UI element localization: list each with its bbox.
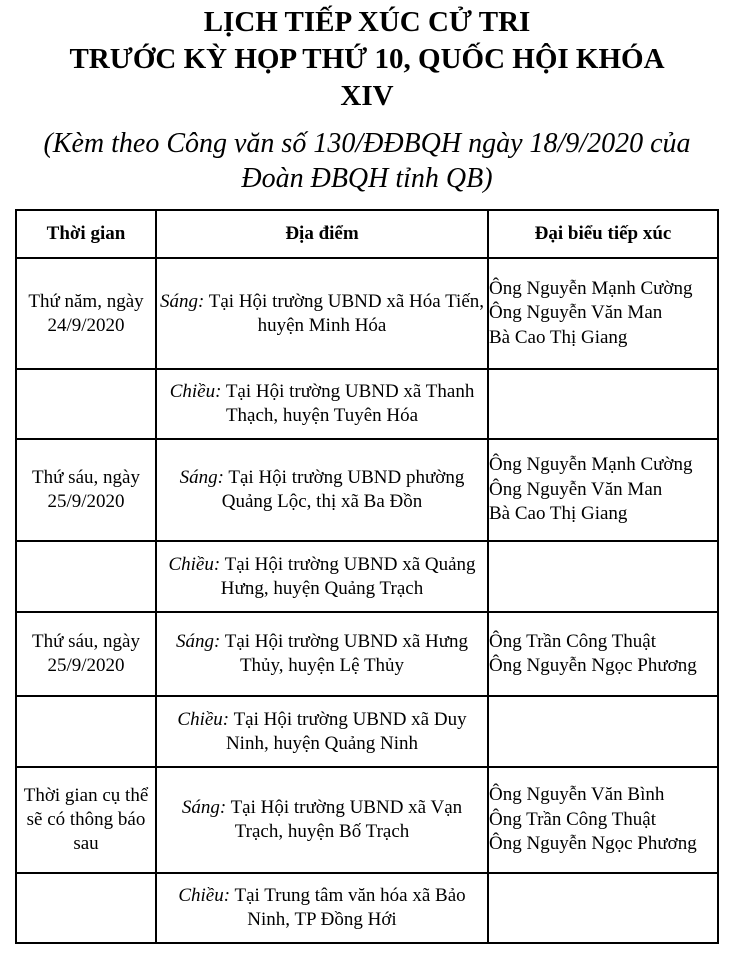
session-label: Chiều: xyxy=(169,381,222,402)
time-cell-empty xyxy=(16,369,156,439)
time-cell: Thứ sáu, ngày 25/9/2020 xyxy=(16,612,156,696)
delegate-name: Bà Cao Thị Giang xyxy=(489,503,628,525)
session-label: Chiều: xyxy=(177,708,230,730)
column-header-delegates: Đại biểu tiếp xúc xyxy=(488,210,718,258)
table-row xyxy=(16,541,718,612)
time-cell-empty xyxy=(16,696,156,767)
delegates-cell xyxy=(488,767,718,873)
delegate-name: Ông Nguyễn Ngọc Phương xyxy=(489,655,697,676)
table-row xyxy=(16,873,718,943)
place-text: Tại Hội trường UBND xã Vạn Trạch, huyện Bố Trạch xyxy=(230,797,463,842)
place-cell xyxy=(156,541,488,612)
session-label: Sáng: xyxy=(160,290,205,312)
place-text: Tại Hội trường UBND xã Hưng Thủy, huyện Lệ Thủy xyxy=(224,631,469,676)
delegates-cell xyxy=(488,439,718,541)
title-line-3: XIV xyxy=(340,80,394,112)
delegate-name: Ông Nguyễn Văn Bình xyxy=(489,784,665,806)
table-row xyxy=(16,258,718,369)
table-row xyxy=(16,696,718,767)
place-cell xyxy=(156,439,488,541)
document-title xyxy=(0,4,734,115)
time-cell-empty xyxy=(16,541,156,612)
time-cell: Thời gian cụ thể sẽ có thông báo sau xyxy=(16,767,156,873)
time-cell-empty xyxy=(16,873,156,943)
session-label: Chiều: xyxy=(178,885,231,906)
delegates-cell xyxy=(488,612,718,696)
place-text: Tại Trung tâm văn hóa xã Bảo Ninh, TP Đồng Hới xyxy=(234,885,466,930)
table-header-row xyxy=(16,210,718,258)
place-cell xyxy=(156,612,488,696)
place-cell xyxy=(156,873,488,943)
place-text: Tại Hội trường UBND phường Quảng Lộc, thị xã Ba Đồn xyxy=(221,467,465,512)
delegate-name: Bà Cao Thị Giang xyxy=(489,326,628,348)
session-label: Sáng: xyxy=(175,631,221,652)
schedule-table xyxy=(15,209,719,944)
time-cell: Thứ năm, ngày 24/9/2020 xyxy=(16,258,156,369)
title-line-2: TRƯỚC KỲ HỌP THỨ 10, QUỐC HỘI KHÓA xyxy=(69,43,665,75)
delegates-cell xyxy=(488,258,718,369)
delegate-name: Ông Trần Công Thuật xyxy=(489,808,656,830)
subtitle-line-2: Đoàn ĐBQH tỉnh QB) xyxy=(241,163,493,194)
delegate-name: Ông Nguyễn Mạnh Cường xyxy=(489,277,693,299)
delegates-cell-empty xyxy=(488,696,718,767)
place-cell xyxy=(156,369,488,439)
place-cell xyxy=(156,258,488,369)
title-line-1: LỊCH TIẾP XÚC CỬ TRI xyxy=(203,6,531,38)
delegate-name: Ông Nguyễn Mạnh Cường xyxy=(489,454,693,476)
delegates-cell-empty xyxy=(488,873,718,943)
delegate-name: Ông Trần Công Thuật xyxy=(489,630,656,652)
document-subtitle xyxy=(0,126,734,196)
table-row xyxy=(16,439,718,541)
place-text: Tại Hội trường UBND xã Quảng Hưng, huyện Quảng Trạch xyxy=(220,553,476,599)
place-text: Tại Hội trường UBND xã Thanh Thạch, huyện Tuyên Hóa xyxy=(225,381,475,426)
place-cell xyxy=(156,696,488,767)
delegate-name: Ông Nguyễn Văn Man xyxy=(489,478,663,500)
table-row xyxy=(16,767,718,873)
session-label: Sáng: xyxy=(179,467,224,488)
place-cell xyxy=(156,767,488,873)
column-header-place: Địa điểm xyxy=(156,210,488,258)
place-text: Tại Hội trường UBND xã Hóa Tiến, huyện Minh Hóa xyxy=(208,290,484,336)
table-row xyxy=(16,612,718,696)
delegates-cell-empty xyxy=(488,541,718,612)
delegate-name: Ông Nguyễn Văn Man xyxy=(489,302,663,324)
session-label: Sáng: xyxy=(181,797,227,818)
place-text: Tại Hội trường UBND xã Duy Ninh, huyện Quảng Ninh xyxy=(225,708,467,754)
table-row xyxy=(16,369,718,439)
delegate-name: Ông Nguyễn Ngọc Phương xyxy=(489,833,697,855)
subtitle-line-1: (Kèm theo Công văn số 130/ĐĐBQH ngày 18/9/2020 của xyxy=(43,128,691,159)
time-cell: Thứ sáu, ngày 25/9/2020 xyxy=(16,439,156,541)
delegates-cell-empty xyxy=(488,369,718,439)
column-header-time: Thời gian xyxy=(16,210,156,258)
session-label: Chiều: xyxy=(168,553,221,575)
